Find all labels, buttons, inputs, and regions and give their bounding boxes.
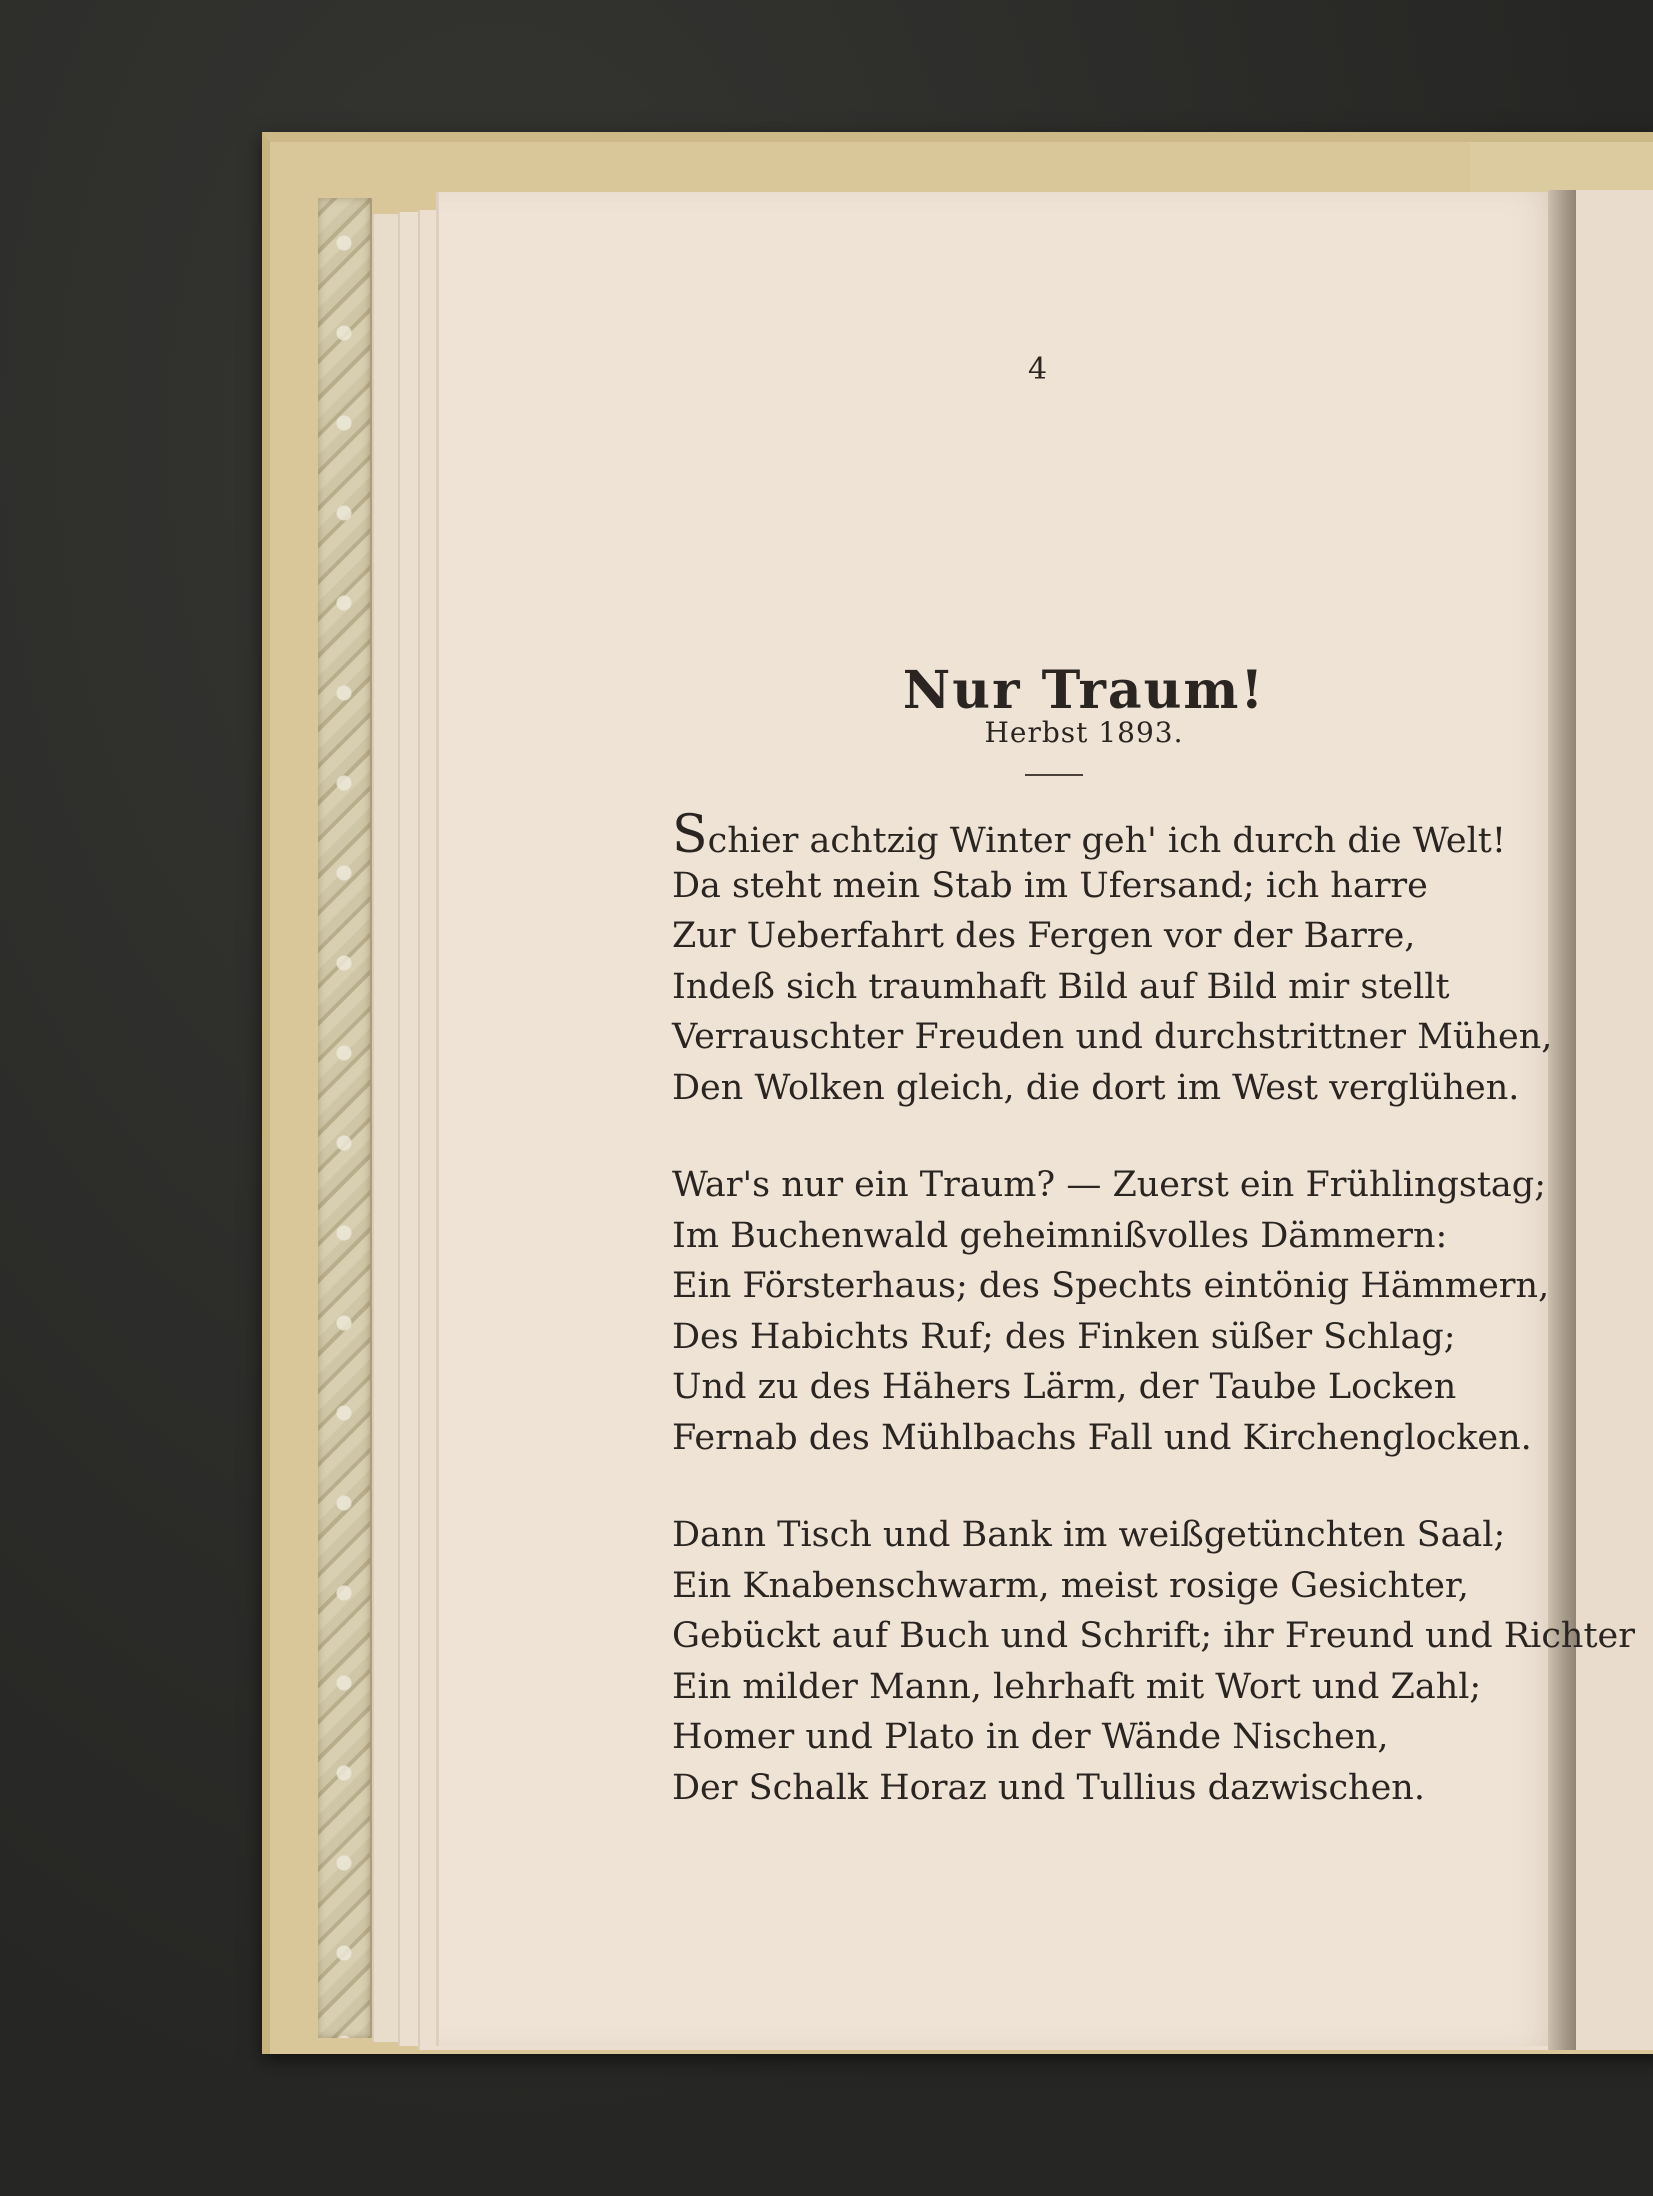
poem-line: Gebückt auf Buch und Schrift; ihr Freund und Richter — [672, 1616, 1635, 1656]
endpaper-pattern — [318, 198, 370, 2038]
poem-line: Ein Knabenschwarm, meist rosige Gesichter, — [672, 1565, 1469, 1606]
facing-cover-edge — [1470, 142, 1653, 192]
stanza-1 — [672, 805, 1553, 1113]
poem-line: Indeß sich traumhaft Bild auf Bild mir stellt — [672, 966, 1450, 1007]
stanza-2 — [672, 1160, 1549, 1463]
poem-line: Des Habichts Ruf; des Finken süßer Schlag; — [672, 1316, 1456, 1357]
drop-cap: S — [672, 805, 708, 865]
poem-line: Da steht mein Stab im Ufersand; ich harre — [672, 865, 1428, 906]
poem-line: Ein Försterhaus; des Spechts eintönig Hämmern, — [672, 1266, 1550, 1306]
stanza-3 — [672, 1510, 1635, 1813]
poem-title: Nur Traum! — [902, 660, 1266, 721]
poem-line: Im Buchenwald geheimnißvolles Dämmern: — [672, 1215, 1448, 1256]
poem-line: Dann Tisch und Bank im weißgetünchten Saal; — [672, 1515, 1506, 1555]
poem-line: Fernab des Mühlbachs Fall und Kirchenglocken. — [672, 1417, 1532, 1458]
poem-line: Den Wolken gleich, die dort im West verglühen. — [672, 1067, 1520, 1108]
poem-line: Zur Ueberfahrt des Fergen vor der Barre, — [672, 916, 1416, 956]
poem-line: Homer und Plato in der Wände Nischen, — [672, 1717, 1389, 1757]
title-divider — [1025, 774, 1083, 776]
poem-date: Herbst 1893. — [984, 716, 1184, 749]
poem-line: War's nur ein Traum? — Zuerst ein Frühlingstag; — [672, 1165, 1546, 1205]
decorative-endpaper — [318, 198, 372, 2038]
poem-line: Schier achtzig Winter geh' ich durch die Welt! — [672, 805, 1506, 865]
poem-line: Verrauschter Freuden und durchstrittner Mühen, — [672, 1017, 1553, 1057]
poem-line: Ein milder Mann, lehrhaft mit Wort und Zahl; — [672, 1666, 1482, 1707]
poem-line: Der Schalk Horaz und Tullius dazwischen. — [672, 1767, 1425, 1808]
page-number: 4 — [1028, 352, 1048, 387]
poem-line: Und zu des Hähers Lärm, der Taube Locken — [672, 1367, 1457, 1407]
